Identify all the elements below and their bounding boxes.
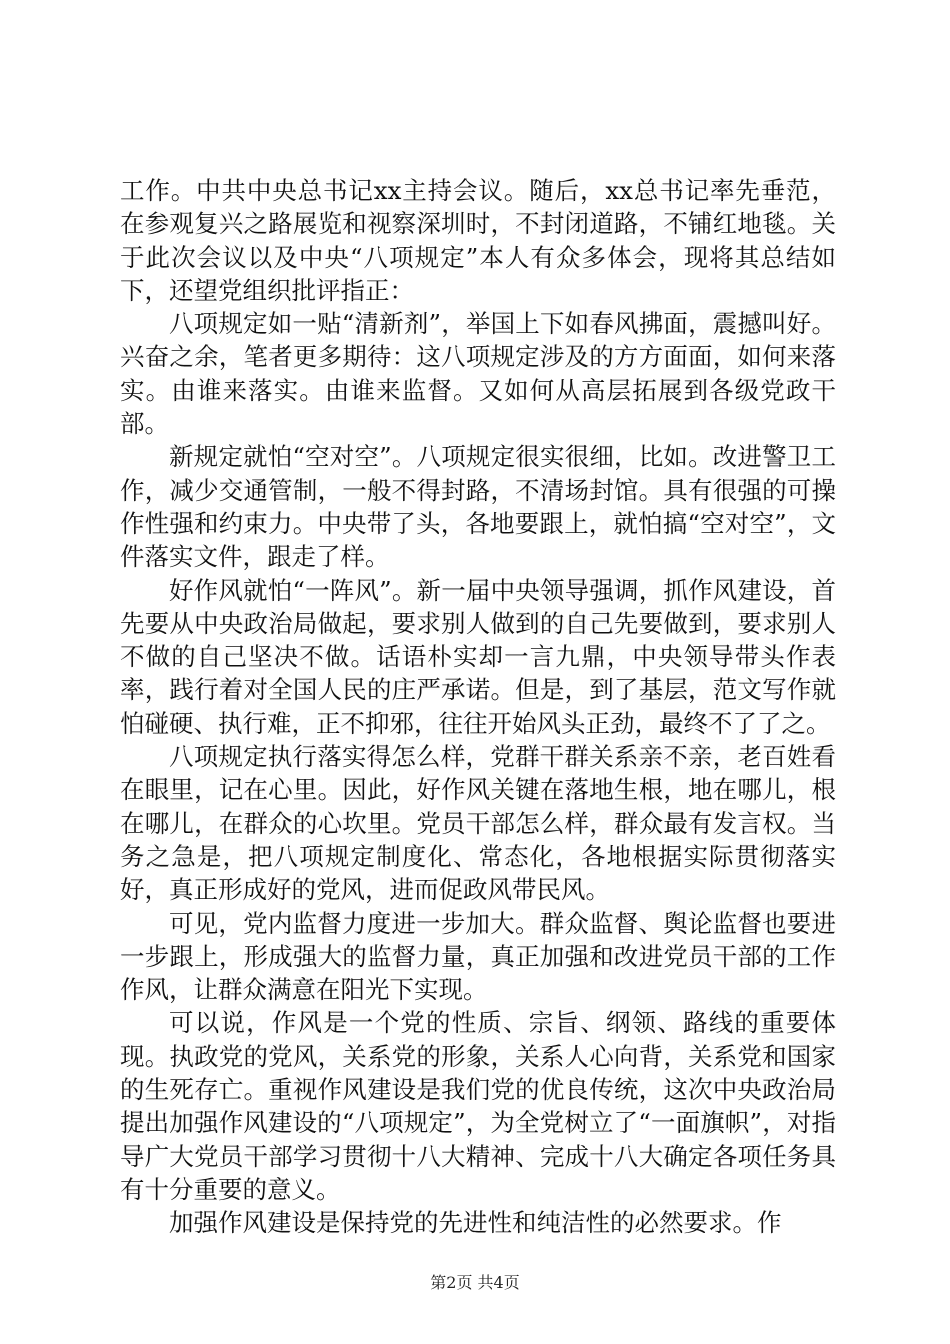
paragraph-6: 可见，党内监督力度进一步加大。群众监督、舆论监督也要进一步跟上，形成强大的监督力量，真正加强和改进党员干部的工作作风，让群众满意在阳光下实现。	[120, 908, 836, 1005]
document-body	[120, 174, 836, 1240]
paragraph-5: 八项规定执行落实得怎么样，党群干群关系亲不亲，老百姓看在眼里，记在心里。因此，好作风关键在落地生根，地在哪儿，根在哪儿，在群众的心坎里。党员干部怎么样，群众最有发言权。当务之急是，把八项规定制度化、常态化，各地根据实际贯彻落实好，真正形成好的党风，进而促政风带民风。	[120, 742, 836, 905]
paragraph-3: 新规定就怕“空对空”。八项规定很实很细，比如。改进警卫工作，减少交通管制，一般不得封路，不清场封馆。具有很强的可操作性强和约束力。中央带了头，各地要跟上，就怕搞“空对空”，文件落实文件，跟走了样。	[120, 442, 836, 572]
paragraph-4: 好作风就怕“一阵风”。新一届中央领导强调，抓作风建设，首先要从中央政治局做起，要求别人做到的自己先要做到，要求别人不做的自己坚决不做。话语朴实却一言九鼎，中央领导带头作表率，践行着对全国人民的庄严承诺。但是，到了基层，范文写作就怕碰硬、执行难，正不抑邪，往往开始风头正劲，最终不了了之。	[120, 575, 836, 738]
page-footer: 第2页 共4页	[430, 1273, 520, 1292]
paragraph-8: 加强作风建设是保持党的先进性和纯洁性的必然要求。作	[169, 1208, 782, 1238]
paragraph-7: 可以说，作风是一个党的性质、宗旨、纲领、路线的重要体现。执政党的党风，关系党的形象，关系人心向背，关系党和国家的生死存亡。重视作风建设是我们党的优良传统，这次中央政治局提出加强作风建设的“八项规定”，为全党树立了“一面旗帜”，对指导广大党员干部学习贯彻十八大精神、完成十八大确定各项任务具有十分重要的意义。	[120, 1008, 836, 1204]
paragraph-2: 八项规定如一贴“清新剂”，举国上下如春风拂面，震撼叫好。兴奋之余，笔者更多期待：这八项规定涉及的方方面面，如何来落实。由谁来落实。由谁来监督。又如何从高层拓展到各级党政干部。	[120, 309, 836, 439]
paragraph-1: 工作。中共中央总书记xx主持会议。随后，xx总书记率先垂范，在参观复兴之路展览和视察深圳时，不封闭道路，不铺红地毯。关于此次会议以及中央“八项规定”本人有众多体会，现将其总结如下，还望党组织批评指正：	[120, 176, 836, 305]
